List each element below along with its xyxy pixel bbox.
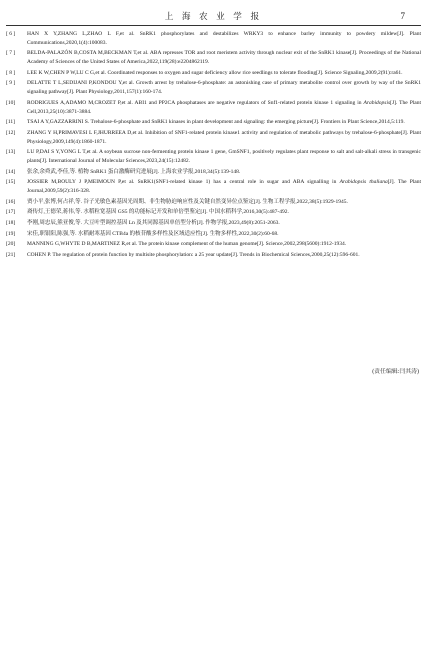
reference-text: [27, 251, 421, 260]
reference-segment: COHEN P. The regulation of protein function by multisite phosphorylation: a 25 year update[J]. Trends in Biochemical Sciences,2000,25(12):596-601.: [27, 251, 360, 258]
reference-number: [19]: [6, 230, 16, 237]
reference-list: [6, 30, 421, 262]
reference-text: [27, 168, 421, 177]
reference-text: [27, 118, 421, 127]
header-rule: [6, 25, 421, 26]
reference-item: [6, 30, 421, 48]
reference-text: [27, 219, 421, 228]
reference-segment: DELATTE T L,SEDIJANI P,KONDOU Y,et al. Growth arrest by trehalose-6-phosphate: an astonishing case of primary metabolite control over growth by way of the SnRK1 signaling pathway[J]. Plant Physiology,2011,157(1):160-174.: [27, 80, 421, 96]
reference-item: [6, 230, 421, 239]
reference-item: [6, 148, 421, 166]
reference-number: [ 8 ]: [6, 69, 16, 76]
reference-segment: BELDA-PALAZÓN B,COSTA M,BECKMAN T,et al. ABA represses TOR and root meristem activity through nuclear exit of the SnRK1 kinase[J]. Proceedings of the National Academy of Sciences of the United States of America,2022,119(28):e2204862119.: [27, 50, 421, 66]
reference-item: [6, 219, 421, 228]
reference-item: [6, 240, 421, 249]
reference-segment: JOSSIER M,BOULY J P,MEIMOUN P,et al. SnRK1(SNF1-related kinase 1) has a central role in sugar and ABA signalling in: [27, 179, 340, 186]
species-name: Arabidopsis thaliana: [339, 179, 388, 186]
reference-item: [6, 251, 421, 260]
page-number: 7: [400, 11, 405, 21]
journal-title: 上 海 农 业 学 报: [164, 11, 263, 21]
reference-segment: 贾小平,张博,何占祥,等. 谷子光敏色素基因光周期、非生物胁迫响应性及关键自然变异位点鉴定[J]. 生物工程学报,2022,38(5):1929-1945.: [27, 198, 348, 205]
reference-number: [ 7 ]: [6, 50, 16, 57]
reference-item: [6, 118, 421, 127]
reference-number: [18]: [6, 219, 16, 226]
reference-item: [6, 69, 421, 78]
reference-text: [27, 208, 421, 217]
reference-text: [27, 99, 421, 117]
reference-number: [15]: [6, 179, 16, 186]
reference-number: [11]: [6, 119, 15, 126]
reference-segment: 宋佳,职银阳,陈强,等. 水稻耐寒基因 CTB4a 的核苷酸多样性及区域适应性[J]. 生物多样性,2022,30(2):60-68.: [27, 230, 279, 237]
reference-item: [6, 198, 421, 207]
reference-text: [27, 129, 421, 147]
reference-number: [ 9 ]: [6, 80, 16, 87]
reference-number: [12]: [6, 129, 16, 136]
reference-segment: LEE K W,CHEN P W,LU C G,et al. Coordinated responses to oxygen and sugar deficiency allow rice seedlings to tolerate flooding[J]. Science Signaling,2009,2(91):ra61.: [27, 69, 403, 76]
reference-item: [6, 79, 421, 97]
reference-number: [16]: [6, 198, 16, 205]
reference-text: [27, 198, 421, 207]
reference-number: [13]: [6, 149, 16, 156]
reference-item: [6, 129, 421, 147]
reference-number: [10]: [6, 99, 16, 106]
reference-text: [27, 79, 421, 97]
reference-number: [20]: [6, 241, 16, 248]
reference-text: [27, 30, 421, 48]
reference-item: [6, 99, 421, 117]
reference-item: [6, 208, 421, 217]
species-name: Arabidopsis: [363, 99, 391, 106]
responsible-editor: (责任编辑:闫其涛): [372, 369, 419, 375]
reference-item: [6, 49, 421, 67]
reference-segment: 李刚,周忠辰,熊亚俊,等. 大豆叶型调控基因 Ln 及其同源基因单倍型分析[J]. 作物学报,2023,49(8):2051-2063.: [27, 219, 280, 226]
reference-segment: 张余,余舜武,李佳,等. 植物 SnRK1 蛋白激酶研究进展[J]. 上海农业学报,2018,34(5):139-148.: [27, 168, 241, 175]
reference-segment: RODRIGUES A,ADAMO M,CROZET P,et al. ABI1 and PP2CA phosphatases are negative regulators of Snf1-related protein kinase 1 signaling in: [27, 99, 364, 106]
reference-segment: [J]. The Plant Journal,2009,59(2):316-328.: [27, 179, 422, 195]
reference-segment: [J]. The Plant Cell,2013,25(10):3871-3884.: [27, 99, 422, 115]
running-header: [0, 9, 427, 23]
reference-text: [27, 230, 421, 239]
reference-segment: HAN X Y,ZHANG L,ZHAO L F,et al. SnRK1 phosphorylates and destabilizes WRKY3 to enhance barley immunity to powdery mildew[J]. Plant Communications,2020,1(4):100083.: [27, 31, 421, 46]
reference-text: [27, 178, 421, 196]
reference-number: [ 6 ]: [6, 31, 16, 37]
reference-segment: TSAI A Y,GAZZARRINI S. Trehalose-6-phosphate and SnRK1 kinases in plant development and signaling: the emerging picture[J]. Frontiers in Plant Science,2014,5:119.: [27, 119, 405, 126]
reference-item: [6, 178, 421, 196]
reference-text: [27, 49, 421, 67]
reference-item: [6, 168, 421, 177]
reference-text: [27, 148, 421, 166]
reference-number: [17]: [6, 209, 16, 216]
reference-segment: ZHANG Y H,PRIMAVESI L F,JHURREEA D,et al. Inhibition of SNF1-related protein kinase1 activity and regulation of metabolic pathways by trehalose-6-phosphate[J]. Plant Physiology,2009,149(4):1860-1871.: [27, 129, 421, 145]
reference-number: [14]: [6, 168, 16, 175]
reference-text: [27, 240, 421, 249]
reference-number: [21]: [6, 251, 16, 258]
reference-segment: 裔传灯,王德荣,蒋伟,等. 水稻粒宽基因 GS5 的功能标记开发和单倍型鉴定[J]. 中国水稻科学,2016,30(5):487-492.: [27, 209, 289, 216]
reference-segment: LU P,DAI S Y,YONG L T,et al. A soybean sucrose non-fermenting protein kinase 1 gene, GmSNF1, positively regulates plant response to salt and salt-alkali stress in transgenic plants[J]. International Journal of Molecular Sciences,2023,24(15):12482.: [27, 149, 421, 164]
reference-segment: MANNING G,WHYTE D B,MARTINEZ R,et al. The protein kinase complement of the human genome[J]. Science,2002,298(5600):1912-1934.: [27, 241, 347, 248]
reference-text: [27, 69, 421, 78]
